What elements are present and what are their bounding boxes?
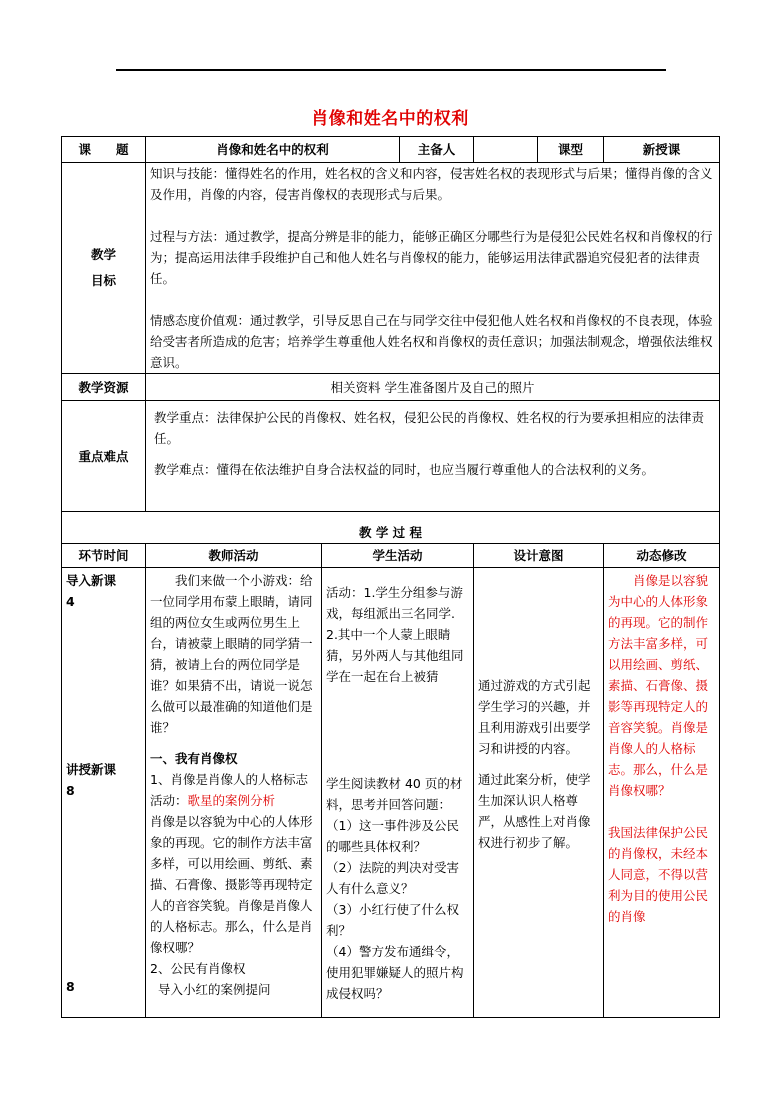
teacher-point1: 1、肖像是肖像人的人格标志 xyxy=(150,772,308,787)
resources-row xyxy=(62,374,720,401)
teacher-game: 我们来做一个小游戏：给一位同学用布蒙上眼睛，请同组的两位女生或两位男生上台，请被蒙上眼睛的同学猜一猜，被请上台的两位同学是谁？如果猜不出，请说一说怎么做可以最准确的知道他们是谁？ xyxy=(150,573,313,735)
goals-row xyxy=(62,163,720,374)
process-content-row xyxy=(62,568,720,1018)
keypoints-content xyxy=(146,401,720,512)
keypoints-label: 重点难点 xyxy=(62,401,146,512)
type-label: 课型 xyxy=(538,137,604,163)
case-analysis-link: 歌星的案例分析 xyxy=(187,793,276,808)
col-stage: 环节时间 xyxy=(62,544,146,568)
student-act1: 活动：1.学生分组参与游戏，每组派出三名同学. xyxy=(326,585,463,621)
col-design: 设计意图 xyxy=(474,544,604,568)
goal-knowledge: 知识与技能：懂得姓名的作用，姓名权的含义和内容，侵害姓名权的表现形式与后果；懂得肖像的含义及作用，肖像的内容，侵害肖像权的表现形式与后果。 xyxy=(150,166,713,202)
stage-cell xyxy=(62,568,146,1018)
topic-row xyxy=(62,137,720,163)
student-act2: 2.其中一个人蒙上眼睛猜，另外两人与其他组同学在一起在台上被猜 xyxy=(326,627,464,684)
difficult-point: 教学难点：懂得在依法维护自身合法权益的同时，也应当履行尊重他人的合法权利的义务。 xyxy=(154,462,655,477)
topic-label: 课 题 xyxy=(62,137,146,163)
col-teacher: 教师活动 xyxy=(146,544,322,568)
key-point: 教学重点：法律保护公民的肖像权、姓名权，侵犯公民的肖像权、姓名权的行为要承担相应的法律责任。 xyxy=(154,410,705,446)
design-intent-cell xyxy=(474,568,604,1018)
revision-cell xyxy=(604,568,720,1018)
resources-label: 教学资源 xyxy=(62,374,146,401)
header-rule xyxy=(116,69,666,71)
goal-emotion: 情感态度价值观：通过教学，引导反思自己在与同学交往中侵犯他人姓名权和肖像权的不良表现，体验给受害者所造成的危害；培养学生尊重他人姓名权和肖像权的责任意识；加强法制观念，增强依法维权意识。 xyxy=(150,313,713,370)
teacher-point2: 2、公民有肖像权 xyxy=(150,961,246,976)
lesson-plan-table xyxy=(61,136,720,1018)
student-q4: （4）警方发布通缉令，使用犯罪嫌疑人的照片构成侵权吗？ xyxy=(326,944,464,1001)
teacher-activity-cell xyxy=(146,568,322,1018)
teacher-point2-sub: 导入小红的案例提问 xyxy=(158,982,271,997)
col-revision: 动态修改 xyxy=(604,544,720,568)
col-student: 学生活动 xyxy=(322,544,474,568)
student-read: 学生阅读教材 40 页的材料，思考并回答问题： xyxy=(326,776,463,812)
goals-label: 教学 目标 xyxy=(62,163,146,374)
goals-content xyxy=(146,163,720,374)
stage-third-time: 8 xyxy=(66,979,75,994)
process-title: 教 学 过 程 xyxy=(62,512,720,544)
goal-process: 过程与方法：通过教学，提高分辨是非的能力，能够正确区分哪些行为是侵犯公民姓名权和肖像权的行为；提高运用法律手段维护自己和他人姓名与肖像权的能力，能够运用法律武器追究侵犯者的法律责任。 xyxy=(150,229,713,286)
stage-intro: 导入新课 xyxy=(66,573,117,588)
keypoints-row xyxy=(62,401,720,512)
teacher-section1: 一、我有肖像权 xyxy=(150,751,238,766)
topic-value: 肖像和姓名中的权利 xyxy=(146,137,400,163)
process-title-row xyxy=(62,512,720,544)
resources-value: 相关资料 学生准备图片及自己的照片 xyxy=(146,374,720,401)
design-d1: 通过游戏的方式引起学生学习的兴趣，并且利用游戏引出要学习和讲授的内容。 xyxy=(478,678,591,756)
revision-r2: 我国法律保护公民的肖像权，未经本人同意，不得以营利为目的使用公民的肖像 xyxy=(608,825,709,924)
design-d2: 通过此案分析，使学生加深认识人格尊严，从感性上对肖像权进行初步了解。 xyxy=(478,772,591,850)
student-q2: （2）法院的判决对受害人有什么意义？ xyxy=(326,860,459,896)
document-title: 肖像和姓名中的权利 xyxy=(311,109,469,129)
preparer-value xyxy=(474,137,538,163)
student-q3: （3）小红行使了什么权利？ xyxy=(326,902,459,938)
stage-intro-time: 4 xyxy=(66,594,75,609)
type-value: 新授课 xyxy=(604,137,720,163)
revision-r1: 肖像是以容貌为中心的人体形象的再现。它的制作方法丰富多样，可以用绘画、剪纸、素描、石膏像、摄影等再现特定人的音容笑貌。肖像是肖像人的人格标志。那么，什么是肖像权哪？ xyxy=(608,573,709,798)
teacher-portrait-desc: 肖像是以容貌为中心的人体形象的再现。它的制作方法丰富多样，可以用绘画、剪纸、素描、石膏像、摄影等再现特定人的音容笑貌。肖像是肖像人的人格标志。那么，什么是肖像权哪？ xyxy=(150,814,313,955)
student-activity-cell xyxy=(322,568,474,1018)
student-q1: （1）这一事件涉及公民的哪些具体权利？ xyxy=(326,818,459,854)
preparer-label: 主备人 xyxy=(400,137,474,163)
stage-lecture-time: 8 xyxy=(66,783,75,798)
teacher-activity: 活动：歌星的案例分析 xyxy=(150,793,276,808)
column-header-row xyxy=(62,544,720,568)
stage-lecture: 讲授新课 xyxy=(66,762,117,777)
